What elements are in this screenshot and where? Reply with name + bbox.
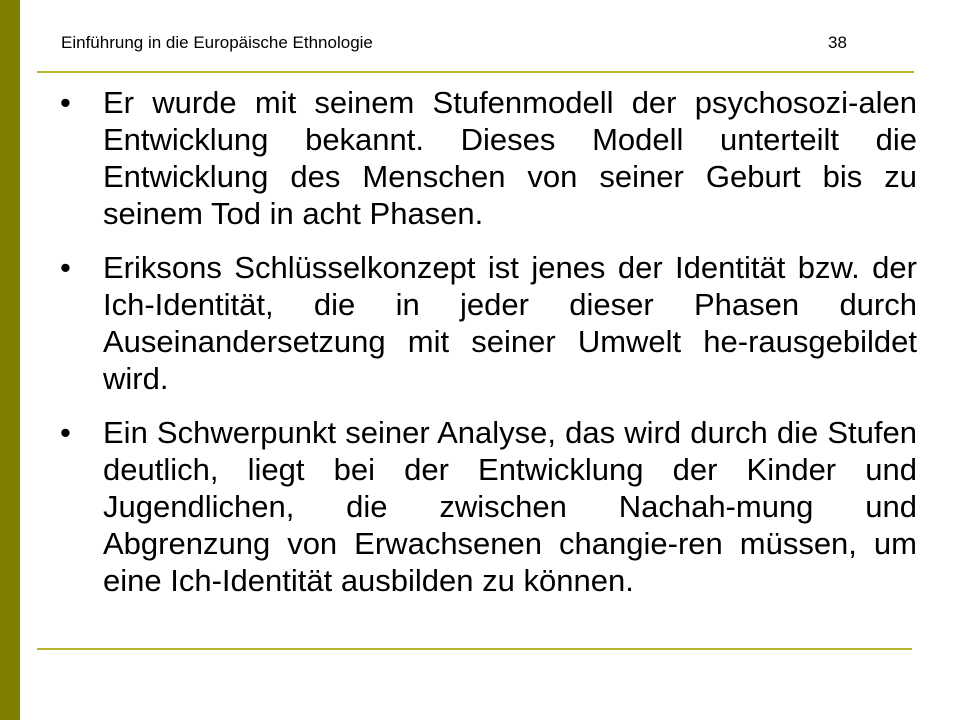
header-divider	[37, 71, 914, 73]
bullet-text: Er wurde mit seinem Stufenmodell der psychosozi-alen Entwicklung bekannt. Dieses Modell unterteilt die Entwicklung des Menschen von seiner Geburt bis zu seinem Tod in acht Phasen.	[103, 85, 917, 231]
bullet-item	[60, 84, 917, 232]
side-accent-bar	[0, 0, 20, 720]
bullet-marker: •	[60, 250, 71, 285]
bullet-text: Eriksons Schlüsselkonzept ist jenes der Identität bzw. der Ich-Identität, die in jeder dieser Phasen durch Auseinandersetzung mit seiner Umwelt he-rausgebildet wird.	[103, 250, 917, 396]
bullet-marker: •	[60, 415, 71, 450]
bullet-item	[60, 414, 917, 599]
bullet-list	[60, 84, 917, 616]
bullet-marker: •	[60, 85, 71, 120]
bullet-item	[60, 249, 917, 397]
bullet-text: Ein Schwerpunkt seiner Analyse, das wird durch die Stufen deutlich, liegt bei der Entwicklung der Kinder und Jugendlichen, die zwischen Nachah-mung und Abgrenzung von Erwachsenen changie-ren müssen, um eine Ich-Identität ausbilden zu können.	[103, 415, 917, 598]
slide-header-title: Einführung in die Europäische Ethnologie	[61, 33, 373, 52]
slide-page-number: 38	[828, 33, 847, 52]
footer-divider	[37, 648, 912, 650]
